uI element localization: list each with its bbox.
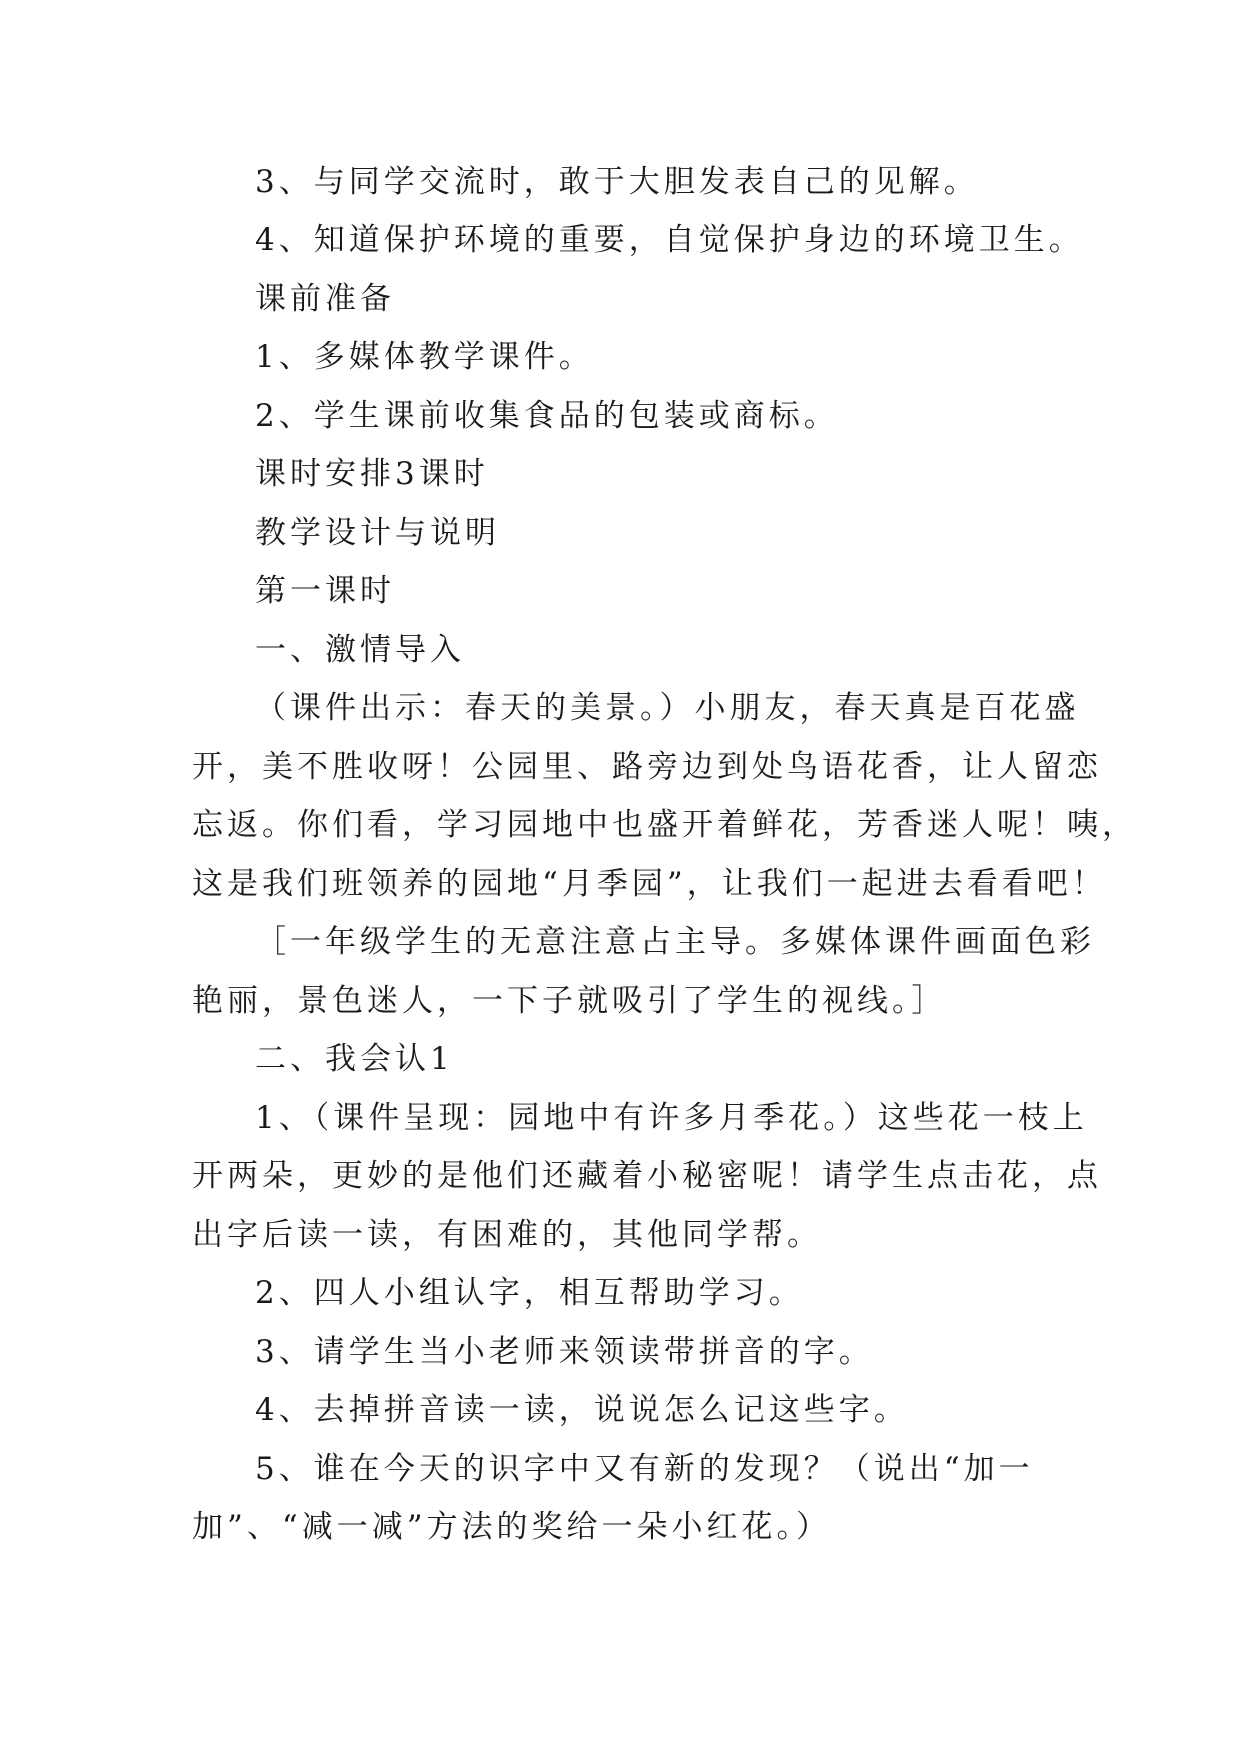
text-line: 课时安排3课时 — [255, 456, 489, 492]
text-line: 1、多媒体教学课件。 — [255, 339, 594, 375]
text-line: 1、（课件呈现：园地中有许多月季花。）这些花一枝上 — [255, 1100, 1088, 1136]
text-line: 2、学生课前收集食品的包装或商标。 — [255, 398, 839, 434]
text-line: 开两朵，更妙的是他们还藏着小秘密呢！请学生点击花，点 — [192, 1158, 1102, 1194]
text-line: 开，美不胜收呀！公园里、路旁边到处鸟语花香，让人留恋 — [192, 749, 1102, 785]
text-line: 出字后读一读，有困难的，其他同学帮。 — [192, 1217, 822, 1253]
text-line: （课件出示：春天的美景。）小朋友，春天真是百花盛 — [255, 690, 1080, 726]
text-line: 3、与同学交流时，敢于大胆发表自己的见解。 — [255, 164, 979, 200]
text-line: 5、谁在今天的识字中又有新的发现？（说出“加一 — [255, 1451, 1034, 1487]
text-line: 这是我们班领养的园地“月季园”，让我们一起进去看看吧！ — [192, 866, 1107, 902]
section-heading: 第一课时 — [255, 573, 395, 609]
text-line: 忘返。你们看，学习园地中也盛开着鲜花，芳香迷人呢！咦， — [192, 807, 1137, 843]
section-heading: 教学设计与说明 — [255, 515, 500, 551]
text-line: 3、请学生当小老师来领读带拼音的字。 — [255, 1334, 874, 1370]
text-line: 2、四人小组认字，相互帮助学习。 — [255, 1275, 804, 1311]
text-line: 4、知道保护环境的重要，自觉保护身边的环境卫生。 — [255, 222, 1084, 258]
text-line: 艳丽，景色迷人，一下子就吸引了学生的视线。］ — [192, 983, 947, 1019]
section-heading: 一、激情导入 — [255, 632, 465, 668]
text-line: 4、去掉拼音读一读，说说怎么记这些字。 — [255, 1392, 909, 1428]
section-heading: 二、我会认1 — [255, 1041, 454, 1077]
section-heading: 课前准备 — [255, 281, 395, 317]
text-line: ［一年级学生的无意注意占主导。多媒体课件画面色彩 — [255, 924, 1095, 960]
text-line: 加”、“减一减”方法的奖给一朵小红花。） — [192, 1509, 832, 1545]
